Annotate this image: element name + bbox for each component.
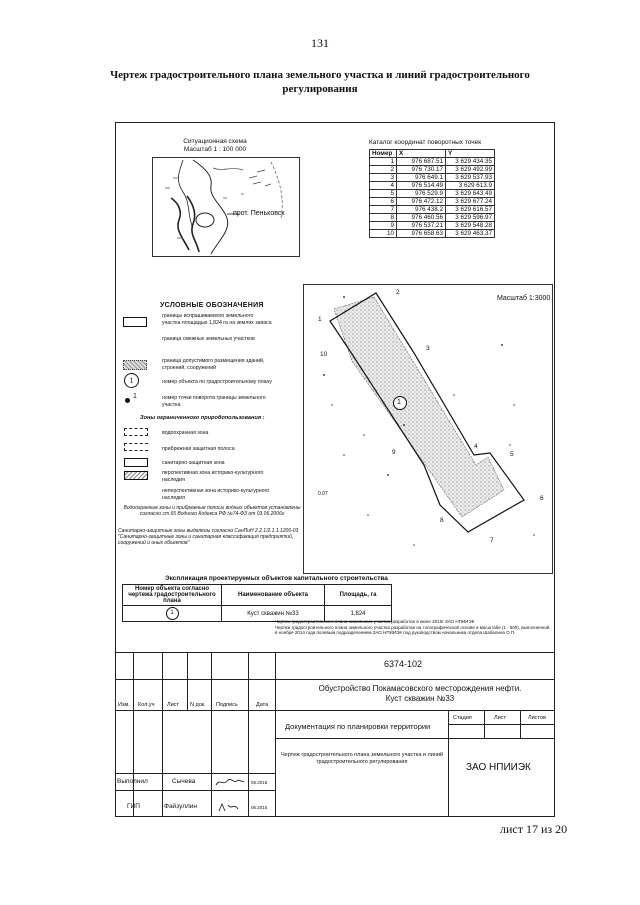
table-row xyxy=(370,190,495,198)
coord-point-number: 5 xyxy=(370,190,397,198)
title-block-code: 6374-102 xyxy=(384,659,423,669)
coord-x-value: 976 438.2 xyxy=(397,206,446,214)
explication-table xyxy=(122,584,392,622)
explication-header-number: Номер объекта согласно чертежа градостроительного плана xyxy=(123,585,222,606)
coord-header-number: Номер xyxy=(370,150,397,158)
explication-object-name: Куст скважин №33 xyxy=(222,606,325,622)
tb-col-signature: Подпись xyxy=(216,702,238,708)
situation-map-graphic xyxy=(153,158,299,256)
zones-title: Зоны ограниченного природопользования : xyxy=(140,415,265,421)
legend-symbol-heritage-perspective xyxy=(124,471,148,480)
explication-title: Экспликация проектируемых объектов капитального строительства xyxy=(165,575,388,582)
coord-point-number: 2 xyxy=(370,166,397,174)
tb-sheets-header: Листов xyxy=(528,715,546,721)
tb-role-gip: ГИП xyxy=(127,803,140,810)
coord-x-value: 976 472.12 xyxy=(397,198,446,206)
tb-name-gip: Файзуллин xyxy=(164,803,198,810)
title-block-project-line2: Куст скважин №33 xyxy=(385,694,455,703)
coord-point-number: 10 xyxy=(370,230,397,238)
table-row xyxy=(370,182,495,190)
drawing-object-number: 1 xyxy=(397,399,401,406)
title-block-sheet-name: Чертеж градостроительного плана земельного участка и линий градостроительного регулирования xyxy=(281,752,443,765)
legend-title: УСЛОВНЫЕ ОБОЗНАЧЕНИЯ xyxy=(160,302,264,309)
drawing-notes xyxy=(275,619,550,636)
coord-point-number: 1 xyxy=(370,158,397,166)
coord-y-value: 3 629 643.49 xyxy=(446,190,495,198)
coord-y-value: 3 629 463.37 xyxy=(446,230,495,238)
tb-sheet-header: Лист xyxy=(494,715,506,721)
legend-symbol-point xyxy=(125,398,130,403)
legend-text-sanitary-zone: санитарно-защитная зона xyxy=(162,460,225,466)
legend-text-plot-boundary: границы испрашиваемого земельного участка площадью 1,824 га на землях запаса xyxy=(162,313,272,326)
table-row xyxy=(370,222,495,230)
explication-header-area: Площадь, га xyxy=(325,585,392,606)
signature-executor xyxy=(214,775,246,787)
coord-y-value: 3 629 596.97 xyxy=(446,214,495,222)
coord-x-value: 976 687.51 xyxy=(397,158,446,166)
note-line: Чертеж градостроительного плана земельного участка разработан на топографической основе в масштабе (1 : 500), выполненной в ноябре 2014 года полевым подразделением ЗАО НПИИЭК под руководством начальника отдела Шабалина О.П. xyxy=(275,624,550,636)
legend-symbol-coastal-strip xyxy=(124,443,148,451)
coord-header-y: Y xyxy=(446,150,495,158)
tb-col-change: Изм. xyxy=(118,702,130,708)
drawing-point-label-5: 5 xyxy=(510,451,514,458)
page-number: 131 xyxy=(311,36,329,50)
explication-header xyxy=(123,585,392,606)
legend-note-sanitary: Санитарно-защитные зоны выделены согласно СанПиН 2.2.1/2.1.1.1200-03 "Санитарно-защитные зоны и санитарная классификация предприятий, сооружений и иных объектов" xyxy=(118,528,299,547)
signature-gip xyxy=(216,800,244,812)
legend-text-heritage-nonperspective: неперспективная зона историко-культурного наследия xyxy=(162,488,270,501)
coord-x-value: 976 730.17 xyxy=(397,166,446,174)
document-title: Чертеж градостроительного плана земельного участка и линий градостроительного регулирования xyxy=(110,69,530,95)
coord-y-value: 3 629 613.9 xyxy=(446,182,495,190)
tb-date-executor: 06.2015 xyxy=(251,780,268,785)
drawing-point-label-4: 4 xyxy=(474,443,478,450)
note-line: Чертеж градостроительного плана земельного участка разработан в июне 2015г ЗАО НПИИЭК xyxy=(275,619,475,624)
drawing-scale: Масштаб 1:3000 xyxy=(497,295,551,302)
coord-y-value: 3 629 434.35 xyxy=(446,158,495,166)
coord-x-value: 976 658.63 xyxy=(397,230,446,238)
coord-point-number: 6 xyxy=(370,198,397,206)
tb-col-doc: N док. xyxy=(190,702,206,708)
legend-text-heritage-perspective: перспективная зона историко-культурного наследия xyxy=(162,470,264,483)
situation-caption xyxy=(160,138,270,154)
coord-point-number: 4 xyxy=(370,182,397,190)
coord-table-body xyxy=(370,158,495,238)
table-row xyxy=(370,166,495,174)
situation-title: Ситуационная схема xyxy=(183,138,247,145)
tb-col-date: Дата xyxy=(256,702,269,708)
drawing-point-label-9: 9 xyxy=(392,449,396,456)
legend-text-point: номер точки поворота границы земельного участка xyxy=(162,395,266,408)
plot-drawing-graphic xyxy=(304,285,552,573)
explication-object-number: 1 xyxy=(123,606,222,622)
coord-point-number: 8 xyxy=(370,214,397,222)
table-row xyxy=(370,206,495,214)
drawing-point-label-3: 3 xyxy=(426,345,430,352)
table-row xyxy=(370,198,495,206)
coord-x-value: 976 514.49 xyxy=(397,182,446,190)
legend-text-object-number: номер объекта по градостроительному плану xyxy=(162,379,273,385)
situation-place-label: прот. Пеньковск xyxy=(233,210,285,217)
table-row xyxy=(370,230,495,238)
coord-x-value: 976 537.21 xyxy=(397,222,446,230)
table-row xyxy=(370,214,495,222)
legend-symbol-plot-boundary xyxy=(123,317,147,327)
legend-symbol-water-zone xyxy=(124,428,148,436)
coord-x-value: 976 460.56 xyxy=(397,214,446,222)
sheet-counter: лист 17 из 20 xyxy=(500,822,568,836)
coord-table-header xyxy=(370,150,495,158)
legend-text-coastal-strip: прибрежная защитная полоса xyxy=(162,446,235,452)
legend-text-building-zone: граница допустимого размещения зданий, строений, сооружений xyxy=(162,358,265,371)
table-row xyxy=(370,158,495,166)
drawing-point-label-10: 10 xyxy=(320,351,328,358)
coord-table xyxy=(369,149,495,238)
coord-catalog-caption: Каталог координат поворотных точек xyxy=(369,139,482,146)
tb-col-sheet: Лист xyxy=(167,702,179,708)
title-block-project xyxy=(290,684,550,704)
title-block-company: ЗАО НПИИЭК xyxy=(466,762,531,773)
legend-note-water: Водоохранные зоны и прибрежные полосы водных объектов установлены согласно ст.65 Водного Кодекса РФ №74-ФЗ от 03.06.2006г xyxy=(123,505,301,518)
drawing-point-label-1: 1 xyxy=(318,316,322,323)
tb-col-qty: Кол.уч xyxy=(138,702,155,708)
coord-point-number: 3 xyxy=(370,174,397,182)
coord-y-value: 3 629 616.57 xyxy=(446,206,495,214)
coord-y-value: 3 629 537.93 xyxy=(446,174,495,182)
legend-symbol-sanitary-zone xyxy=(124,458,148,467)
coord-point-number: 9 xyxy=(370,222,397,230)
coord-y-value: 3 629 677.24 xyxy=(446,198,495,206)
coord-y-value: 3 629 548.28 xyxy=(446,222,495,230)
legend-text-water-zone: водоохранная зона xyxy=(162,430,209,436)
title-block-project-line1: Обустройство Покамасовского месторождения нефти. xyxy=(318,684,522,693)
coord-header-x: X xyxy=(397,150,446,158)
tb-name-executor: Сычева xyxy=(172,778,196,785)
title-block-doc-name: Документация по планировки территории xyxy=(285,722,431,731)
drawing-elevation-mark: 0.07 xyxy=(318,491,328,497)
legend-text-adjacent-boundary: граница смежных земельных участков xyxy=(162,336,255,342)
tb-role-executor: Выполнил xyxy=(117,778,148,785)
legend-symbol-point-number: 1 xyxy=(133,393,137,400)
legend-symbol-object-number: 1 xyxy=(124,373,139,388)
coord-point-number: 7 xyxy=(370,206,397,214)
situation-map xyxy=(152,157,300,257)
drawing-point-label-7: 7 xyxy=(490,537,494,544)
drawing-point-label-8: 8 xyxy=(440,517,444,524)
drawing-point-label-2: 2 xyxy=(396,289,400,296)
coord-y-value: 3 629 492.99 xyxy=(446,166,495,174)
tb-date-gip: 06.2015 xyxy=(251,805,268,810)
drawing-point-label-6: 6 xyxy=(540,495,544,502)
coord-x-value: 976 529.9 xyxy=(397,190,446,198)
table-row xyxy=(370,174,495,182)
legend-symbol-building-zone xyxy=(123,360,147,370)
explication-header-name: Наименование объекта xyxy=(222,585,325,606)
tb-stage-header: Стадия xyxy=(453,715,472,721)
coord-x-value: 976 649.1 xyxy=(397,174,446,182)
plot-drawing xyxy=(303,284,553,574)
explication-object-area: 1,824 xyxy=(325,606,392,622)
situation-scale: Масштаб 1 : 100 000 xyxy=(183,146,247,153)
